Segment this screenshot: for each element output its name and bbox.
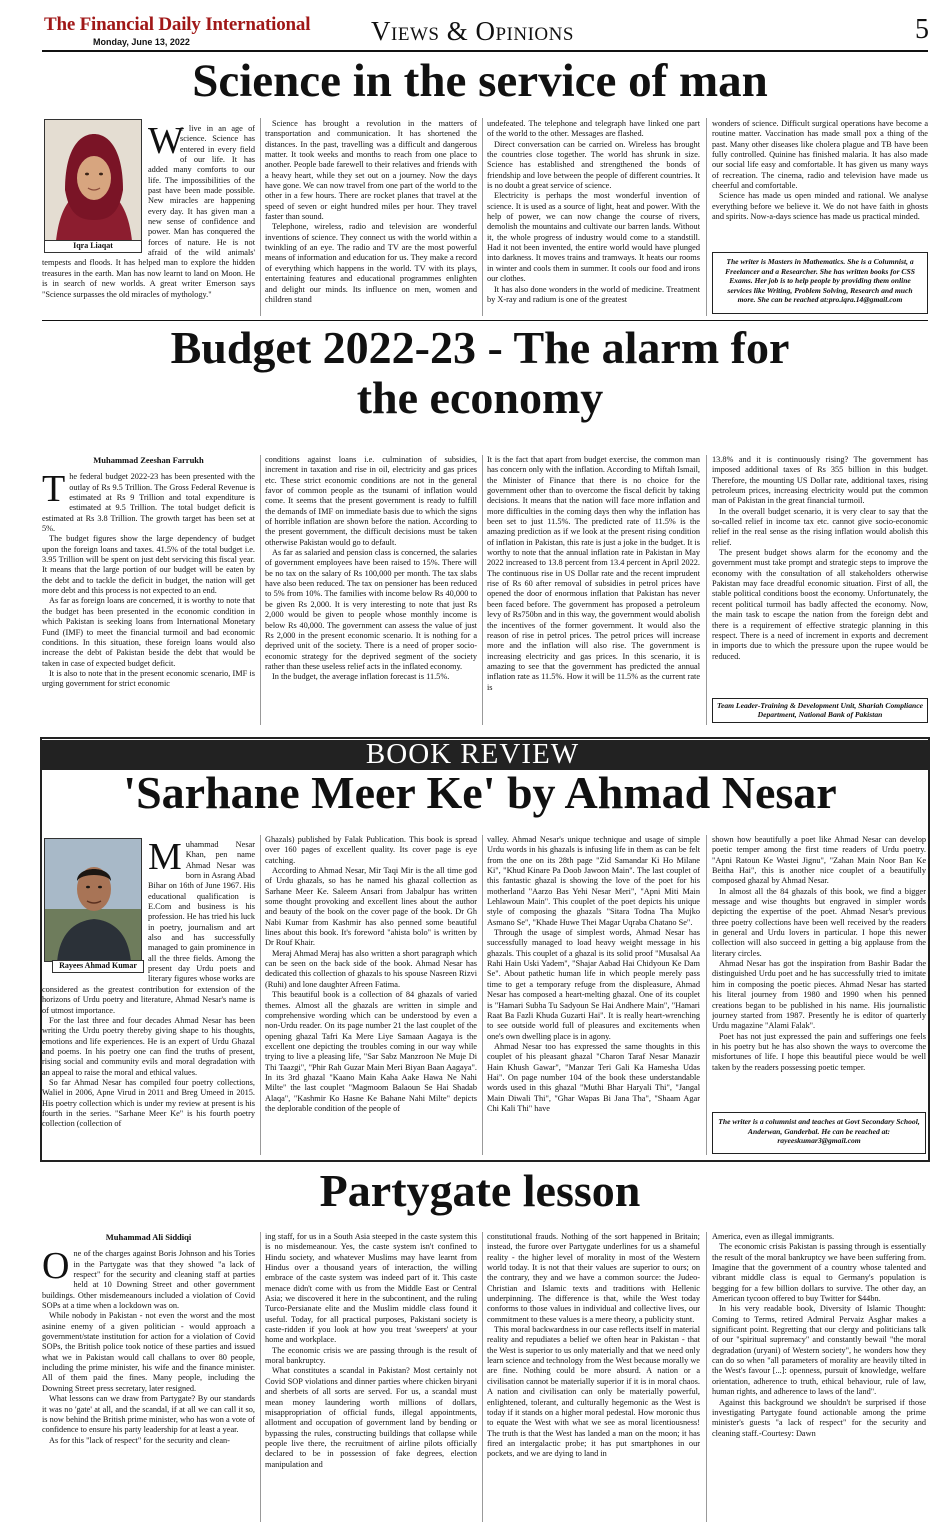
paragraph: In his very readable book, Diversity of Islamic Thought: Coming to Terms, retired Admiral Pervaiz Asghar makes a significant point. Regretting that our clergy and politicians talk of our "spiritual supremacy" and constantly bewail "the moral degradation (uryani) of Western society", he wonders how they can do so when "all parameters of morality are heavily tilted in the West's favour [...]: openness, pursuit of knowledge, welfare orientation, adherence to truth, ethical behaviour, rule of law, human rights, and adherence to laws of the land".: [712, 1304, 926, 1397]
article-headline: Partygate lesson: [319, 1165, 641, 1216]
paragraph: 13.8% and it is continuously rising? The government has imposed additional taxes of Rs 355 billion in this budget. Therefore, the mounting US Dollar rate, additional taxes, rising petroleum prices, increasing electricity would put the common man of Pakistan in the great financial turmoil.: [712, 455, 928, 506]
column-divider: [260, 118, 261, 316]
paragraph: conditions against loans i.e. culmination of subsidies, increment in taxation and rise in oil, electricity and gas prices etc. These strict economic conditions are not in the general favor of common people as the tsunami of inflation would come. It seems that the present government is ready to fulfill the demands of IMF on immediate basis due to which the signs of horrible inflation are shown before the nation. According to the present government, the difficult decisions must be taken otherwise Pakistan would go to default.: [265, 455, 477, 547]
column-divider: [482, 1232, 483, 1522]
page-number: 5: [915, 14, 929, 45]
drop-cap: T: [42, 468, 66, 511]
paragraph: In the overall budget scenario, it is very clear to say that the so-called relief in income tax etc. cannot give socio-economic relief in the real sense as the rising inflation would abolish this relief.: [712, 506, 928, 547]
article-column-3: [487, 119, 700, 315]
author-photo-caption: Rayees Ahmad Kumar: [52, 960, 144, 973]
column-divider: [482, 118, 483, 316]
article-column-3: [487, 835, 700, 1155]
article-column-4: [712, 835, 926, 1107]
paragraph: constitutional frauds. Nothing of the sort happened in Britain; instead, the furore over Partygate underlines for us a shameful reality - the higher level of morality in most of the Western world today. It is not that their values are superior to ours; on the contrary, they and we have a common source: the Judeo-Christian and Islamic texts and traditions with Hellenic underpinning. The difference is that, while the West today conforms to those values in individual and collective lives, our commitment to these values is a mere theory, a publicity stunt.: [487, 1232, 700, 1324]
paragraph: The budget figures show the large dependency of budget upon the foreign loans and taxes. 41.5% of the total budget i.e. 3.95 Trillion will be spent on just debt servicing this fiscal year. It means that the large portion of our budget will be eaten by the debt and to tackle the deficit in budget, the nation will get more debt and this process is not expected to an end.: [42, 534, 255, 596]
paragraph: The present budget shows alarm for the economy and the government must take prompt and strategic steps to improve the economy with the consultation of all stakeholders otherwise Pakistan may face dreadful economic situation. First of all, the stable political conditions boost the economy. Unfortunately, the recent political turmoil has badly affected the economy. Now, the main task to escape the nation from the foreign debt and there is a requirement of effective strategic planning in this respect. There is a need of increment in exports and decrement in imports due to which the pressure upon the rupee would be reduced.: [712, 548, 928, 661]
drop-cap: O: [42, 1245, 70, 1288]
paragraph: ing staff, for us in a South Asia steeped in the caste system this is no misdemeanour. Yes, the caste system isn't confined to Hindu society, and whatever Muslims may have learnt from Hindus over a thousand years of interaction, the willing embrace of the caste system was indeed part of it. This caste menace didn't come with us from the Middle East or Central Asia; we discovered it here in the subcontinent, and the ruling Turco-Persianate elite and the Muslim middle class found it useful. Today, for all practical purposes, Pakistani society is caste-ridden if you look at how you treat 'sweepers' at your home and workplace.: [265, 1232, 477, 1345]
paragraph: Telephone, wireless, radio and television are wonderful inventions of science. They connect us with the world within a twinkling of an eye. The radio and TV are the most powerful means of information and education for us. They make a record of everything which happens in the world. TV with its plays, entertaining features and educational programmes enlighten and delight our minds. Its influence on men, women and children stand: [265, 222, 477, 304]
paragraph: Against this background we shouldn't be surprised if those investigating Partygate found actionable among the prime minister's guests "a lack of respect" for the security and cleaning staff.-Courtesy: Dawn: [712, 1397, 926, 1438]
article-column-4: [712, 119, 928, 249]
paragraph: ne of the charges against Boris Johnson and his Tories in the Partygate was that they showed "a lack of respect" for the security and cleaning staff at parties held at 10 Downing Street and other government buildings. Other misdemeanours included a violation of Covid SOPs at a time when a lockdown was on.: [42, 1249, 255, 1311]
newspaper-brand: The Financial Daily International: [44, 14, 311, 35]
article-column-4: [712, 455, 928, 695]
byline: Muhammad Ali Siddiqi: [105, 1232, 192, 1242]
paragraph: undefeated. The telephone and telegraph have linked one part of the world to the other. Messages are flashed.: [487, 119, 700, 139]
headline-line-1: Budget 2022-23 - The alarm for: [170, 322, 790, 373]
article-column-1: [42, 840, 255, 1156]
paragraph: e live in an age of science. Science has entered in every field of our life. It has added many comforts to our life. The impossibilities of the past have been made possible. New miracles are happening every day. It has given man a new sense of confidence and power. Man has conquered the forces of nature. He is not afraid of the wild animals' tempests and floods. It has helped man to explore the hidden treasures in the earth. Man has now learnt to land on Moon. He is in search of new worlds. A great writer Emerson says "Science surpasses the old miracles of mythology.": [42, 124, 255, 299]
byline: Muhammad Zeeshan Farrukh: [93, 455, 204, 465]
drop-cap: W: [148, 124, 184, 162]
paragraph: In the budget, the average inflation forecast is 11.5%.: [272, 672, 450, 682]
paragraph: As for this "lack of respect" for the security and clean-: [49, 1435, 230, 1445]
paragraph: As far as salaried and pension class is concerned, the salaries of government employees have been raised to 15%. There will be no tax on the salary of Rs 100,000 per month. The tax slabs have also been reduced. The tax on pensioner has been reduced to 5% from 10%. The families with income below Rs 40,000 to be given Rs 2,000. It is very interesting to note that just Rs 2,000 would be given to people whose monthly income is below Rs 40,000. The government can assess the value of just Rs 2,000 in the present economic scenario. It is nothing for a deprived unit of the society. There is a need of proper socio-economic strategy for the deprived segment of the society rather than these useless relief acts in the inflated economy.: [265, 548, 477, 671]
paragraph: shown how beautifully a poet like Ahmad Nesar can develop poetic temper among the first time readers of Urdu poetry. "Apni Ratoun Ke Wastei Jignu", "Zahan Main Noor Ban Ke Beitha Hai", this is another nice couplet of a beautifully composed ghazal by Ahmad Nesar.: [712, 835, 926, 886]
paragraph: Meraj Ahmad Meraj has also written a short paragraph which can be seen on the back side of the book. Ahmad Nesar has dedicated this collection of ghazals to his spouse Nasreen Rizvi (Ruhi) and lone daughter Afreen Fatima.: [265, 948, 477, 989]
article-column-3: [487, 1232, 700, 1522]
paragraph: In almost all the 84 ghazals of this book, we find a bigger message and wise thoughts but engraved in simpler words depicting the expertise of the poet. Ahmad Nesar's previous three poetry collections have been well received by the readers in general and Urdu lovers in particular. I hope this newer collection will also succeed in getting a big applause from the literary circles.: [712, 886, 926, 958]
paragraph: This beautiful book is a collection of 84 ghazals of varied themes. Almost all the ghazals are written in simple and comprehensive wording which can be understood by even a non-Urdu reader. On its page number 21 the last couplet of the opening ghazal Tafri Ka Mere Liye Samaan Aagaya is the excellent one depicting the troubles coming in our way while trying to live a pleasing life, "Sar Sabz Manzroon Ne Muje Di Thi Taazgi", "Phir Rah Guzar Main Meri Biyan Baan Aagaya". In its 3rd ghazal "Kaano Main Kaha Aake Hawa Ne Nahi Milte" the last couplet "Magmoom Balaoun Se Hai Shadab Alaqa", "Kashmir Ko Hasne Ke Bahane Nahi Milte" depicts the deplorable condition of the people of: [265, 990, 477, 1113]
article-headline: 'Sarhane Meer Ke' by Ahmad Nesar: [123, 767, 837, 818]
paragraph: Electricity is perhaps the most wonderful invention of science. It is used as a source of light, heat and power. With the help of power, we can now change the course of rivers, demolish the mountains and cultivate our barren lands. Without it, the whole progress of industry would come to a standstill. Had it not been invented, the entire world would have plunged into darkness. It moves trains and tramways. It heats our rooms in winter and cools them in summer. It cools our food and irons our clothes.: [487, 191, 700, 284]
section-title: Views & Opinions: [371, 16, 574, 46]
paragraph: Poet has not just expressed the pain and sufferings one feels in his poetry but he has also shown the ways to overcome the misfortunes of life. I hope this beautiful piece would be well taken by the readers possessing poetic temper.: [712, 1031, 926, 1072]
paragraph: America, even as illegal immigrants.: [712, 1232, 835, 1241]
paragraph: Direct conversation can be carried on. Wireless has brought the countries close together. The world has shrunk in size. Science has established and strengthened the bonds of friendship and love between the people of different countries. It is no doubt a great service of science.: [487, 139, 700, 191]
paragraph: Science has made us open minded and rational. We analyse everything before we believe it. We do not have faith in ghosts and spirits. Now-a-days science has made us practical minded.: [712, 191, 928, 222]
paragraph: It is also to note that in the present economic scenario, IMF is urging government for strict economic: [42, 668, 255, 689]
article-column-4: [712, 1232, 926, 1522]
paragraph: While nobody in Pakistan - not even the worst and the most asinine enemy of a given politician - would approach a government/state institution for action for a violation of Covid SOPs, the British police took notice of these parties and issued what we in Pakistan would call challans to over 80 people, including the prime minister, his wife and the finance minister. All of them paid the fines. Many people, including the Downing Street press secretary, later resigned.: [42, 1311, 255, 1393]
masthead-rule: [42, 50, 928, 52]
column-divider: [260, 455, 261, 725]
author-bio-box: Team Leader-Training & Development Unit, Shariah Compliance Department, National Bank of Pakistan: [712, 698, 928, 723]
paragraph: According to Ahmad Nesar, Mir Taqi Mir is the all time god of Urdu ghazals, so has he named his ghazal collection as Sarhane Meer Ke. Saleem Ansari from Jabalpur has written some thought provoking and excellent lines about the author and beauty of the book on the cover page of the book. Dr Gh Nabi Kumar from Kashmir has also penned some beautiful lines about this book. It's foreword "ahista bolo" is written by Dr Rouf Khair.: [265, 866, 477, 948]
article-separator: [42, 320, 928, 321]
paragraph: It has also done wonders in the world of medicine. Treatment by X-ray and radium is one of the greatest: [487, 284, 700, 304]
book-review-kicker: BOOK REVIEW: [365, 738, 580, 770]
paragraph: Science has brought a revolution in the matters of transportation and communication. It has shortened the distances. In the past, travelling was a difficult and dangerous matter. It took weeks and months to reach from one place to another. People bade farewell to their relatives and friends with a heavy heart, while they set out on a journey. Now the days have gone. We can now travel from one part of the world to the other in a few hours. There are rocket planes that travel at the speed of seven or eight hundred miles per hour. They travel faster than sound.: [265, 119, 477, 222]
author-bio-box: The writer is a columnist and teaches at Govt Secondary School, Anderwan, Ganderbal. He can be reached at: rayeeskumar3@gmail.com: [712, 1112, 926, 1154]
column-divider: [706, 118, 707, 316]
article-headline: [30, 323, 930, 422]
paragraph: valley. Ahmad Nesar's unique technique and usage of simple Urdu words in his ghazals is infusing life in them as can be felt from the one on its 28th page "Zid Samandar Ki Ho Milane Ki", "Khud Kinare Pa Doob Jawoon Main". The last couplet of this fantastic ghazal is showing the love of the poet for his motherland "Aarzo Bas Yehi Nesar Meri", "Apni Miti Main Lehlawoun Main". This couplet of the poet depicts his unique style of composing the ghazals "Sitara Todna Tha Mujko Asmano Se", "Khade Huwe Thei Magar Uqraba Chatano Se".: [487, 835, 700, 927]
paragraph: What lessons can we draw from Partygate? By our standards it was no 'gate' at all, and the scandal, if at all we can call it so, is now behind the British prime minister, who has won a vote of confidence to ensure his party leadership for at least a year.: [42, 1394, 255, 1435]
article-column-3: [487, 455, 700, 725]
headline-line-2: the economy: [356, 371, 604, 423]
paragraph: wonders of science. Difficult surgical operations have become a routine matter. Vaccination has made small pox a thing of the past. Many other diseases like cholera plague and TB have been fully controlled. Quinine has finished malaria. It has also made our social life easy and comfortable. It has given us many ways of recreation. The cinema, radio and television have made us cheerful and comfortable.: [712, 119, 928, 191]
paragraph: he federal budget 2022-23 has been presented with the outlay of Rs 9.5 Trillion. The Gross Federal Revenue is estimated at Rs 9 Trillion and total expenditure is estimated at 9.5 Trillion. The total budget deficit is estimated at Rs 3.8 Trillion. The growth target has been set at 5%.: [42, 472, 255, 534]
article-column-2: [265, 119, 477, 315]
drop-cap: M: [148, 840, 182, 878]
paragraph: Ghazals) published by Falak Publication. This book is spread over 160 pages of excellent quality. Its cover page is eye catching.: [265, 835, 477, 865]
column-divider: [260, 835, 261, 1155]
article-column-2: [265, 455, 477, 725]
column-divider: [706, 1232, 707, 1522]
paragraph: This moral backwardness in our case reflects itself in material reality and repudiates a belief we often hear in Pakistan - that the West is superior to us only materially and that we need only learn science and technology from the West because morally we are fine. Nothing could be more absurd. A nation or a civilisation cannot be materially superior if it is in moral chaos. A nation and civilisation can only be materially powerful, enlightened, tolerant, and culturally hegemonic as the West is today if it stands on a higher moral pedestal. How moronic thus to equate the West with what we see as moral licentiousness! The truth is that the West has landed a man on the moon; it has fired an intergalactic probe; it has put smartphones in our pockets, and we are dying to land in: [487, 1325, 700, 1459]
article-column-2: [265, 835, 477, 1155]
paragraph: uhammad Nesar Khan, pen name Ahmad Nesar was born in Asrang Abad Bihar on 16th of June 1967. His educational qualification is E.Com and business is his profession. He has tried his luck in poetry, journalism and art also and has successfully managed to gain prominence in all the three fields. Among the present day Urdu poets and literary figures whose works are considered as the greatest contribution for extension of the horizons of Urdu poetry and literature, Ahmad Nesar's name is of utmost importance.: [42, 840, 255, 1015]
paragraph: The economic crisis we are passing through is the result of moral bankruptcy.: [265, 1345, 477, 1366]
paragraph: What constitutes a scandal in Pakistan? Most certainly not Covid SOP violations and dinner parties where chicken biryani and sherbets of all sorts are served. For us, a scandal must mean money laundering worth millions of dollars, misappropriation of official funds, illegal appointments, allotment and occupation of government land by bending or bypassing the rules, constructing buildings that collapse while people live there, the recruitment of airline pilots officially declared to be in possession of fake degrees, election manipulation and: [265, 1366, 477, 1469]
article-column-1: [42, 124, 255, 314]
paragraph: It is the fact that apart from budget exercise, the common man has concern only with the inflation. According to Miftah Ismail, the Minister of Finance that there is no choice for the government other than to overcome the fiscal deficit by taking decisions. It means that the nation will face more inflation and more difficulties in the coming days then why the inflation has been set to just 11.5%. The predicted rate of 11.5% is the amazing prediction as if we look at the present rising condition of inflation in Pakistan, this rate is just a joke in the budget. It is worthy to note that the annual inflation rate in Pakistan in May 2022 increased to 13.8 percent from 13.4 percent in April 2022. The continuous rise in US Dollar rate and the recent imprudent rise of Rs 60 after removal of subsidies in petrol prices have opened the door of enormous inflation that Pakistan has never been faced before. The government has proposed a petroleum levy of Rs750bn and in this way, the government would abolish the incentives of the former government. It would also the reason of rise in petrol prices. The petrol prices will increase more and the inflation will also rise. The government is increasing electricity and gas prices. In this scenario, it is amazing to see that the government has predicted the annual inflation rate as 11.5%. How it will be 11.5% as the current rate is: [487, 455, 700, 692]
author-bio-box: The writer is Masters in Mathematics. She is a Columnist, a Freelancer and a Researcher. She has written books for CSS Exams. Her job is to help people by providing them online services like Writing, Problem Solving, Research and much more. She can be reached at:pro.iqra.14@gmail.com: [712, 252, 928, 314]
article-column-1: [42, 455, 255, 725]
article-column-2: [265, 1232, 477, 1522]
paragraph: The economic crisis Pakistan is passing through is essentially the result of the moral bankruptcy we have been suffering from. Imagine that the government of a country whose talented and vibrant middle class is equal to Germany's population is begging for a few billion dollars to survive. The other day, an American tycoon offered to buy Twitter for $44bn.: [712, 1242, 926, 1304]
article-column-1: [42, 1232, 255, 1522]
paragraph: For the last three and four decades Ahmad Nesar has been writing the Urdu poetry thereby giving shape to his thoughts, emotions and life experiences. He is an expert of Urdu Ghazal and poems. In his poetry one can find the truths of present, rising social and community evils and moral degradation with an appeal to raise the moral and ethical values.: [42, 1015, 255, 1077]
column-divider: [260, 1232, 261, 1522]
paragraph: So far Ahmad Nesar has compiled four poetry collections, Waliel in 2006, Apne Virud in 2011 and Breg Umeed in 2015. His poetry collection which is under my review at present is his fourth in the series. "Sarhane Meer Ke" is his fourth poetry collection (collection of: [42, 1077, 255, 1129]
paragraph: As far as foreign loans are concerned, it is worthy to note that the budget has been presented in the economic condition in which Pakistan is seeking loans from International Monetary Fund (IMF) to meet the financial turmoil and bad economic conditions. In this situation, these foreign loans would also increase the debt of Pakistan beside the debt that would be taken in case of expected budget deficit.: [42, 596, 255, 668]
paragraph: Ahmad Nesar has got the inspiration from Bashir Badar the distinguished Urdu poet and he has successfully tried to imitate him in composing the poetic pieces. Ahmad Nesar has started his literal journey from 1980 and 1990 when his penned creations began to be published in his name. His journalistic journey started from 1987. Presently he is editor of quarterly Urdu magazine "Alami Falak".: [712, 959, 926, 1031]
column-divider: [482, 455, 483, 725]
column-divider: [482, 835, 483, 1155]
author-photo-caption: Iqra Liaqat: [44, 240, 142, 253]
column-divider: [706, 835, 707, 1155]
article-headline: Science in the service of man: [192, 55, 768, 107]
paragraph: Through the usage of simplest words, Ahmad Nesar has successfully managed to load heavy weight message in his ghazals. This couplet of a ghazal is its solid proof "Musalsal Aa Rahi Hain Uski Yadem", "Shajar Aabad Hai Chidyoun Ke Dam Se". About pathetic human life in which people merely pass time to get a temporary refuge from the displeasure, Ahmad Nesar has composed a heart-melting ghazal. One of its couplet is "Hamari Subha Tu Sadyoun Se Hai Andhere Main", "Hamari Raat Ba Fazli Khuda Guzarti Hai". It is really heart-wrenching to see outside world full of pleasures and excitements when one's own dwelling place is in agony.: [487, 928, 700, 1041]
column-divider: [706, 455, 707, 725]
issue-date: Monday, June 13, 2022: [93, 37, 190, 47]
paragraph: Ahmad Nesar too has expressed the same thoughts in this couplet of his pleasant ghazal "Charon Taraf Nesar Manazir Hain Khush Gawar", "Manzar Teri Gali Ka Hamesha Udas Hai". On page number 104 of the book these understandable words used in this ghazal "Muthi Bhar Haryali Thi", "Jangal Main Diwali Thi", "Ghar Wapas Bi Jana Tha", "Shaam Agar Chi Kali Thi" have: [487, 1041, 700, 1113]
